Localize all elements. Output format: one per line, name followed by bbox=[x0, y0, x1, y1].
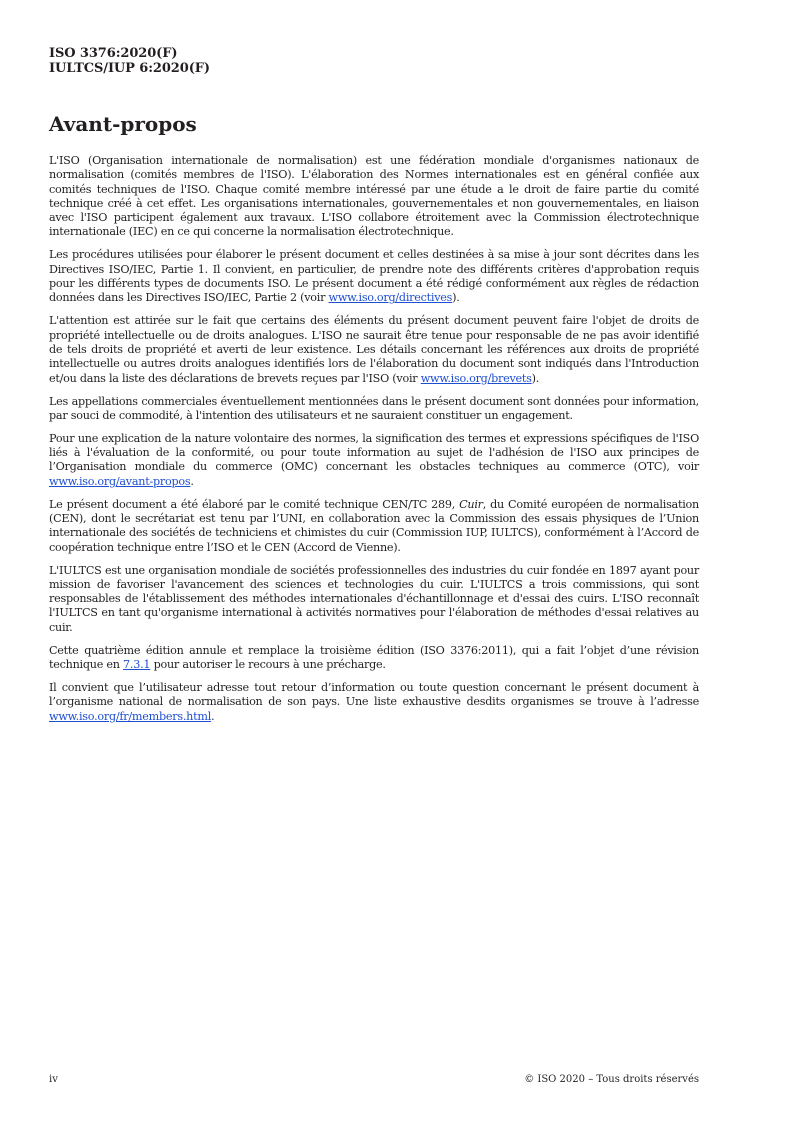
link-clause-7-3-1[interactable]: 7.3.1 bbox=[123, 658, 151, 672]
paragraph-voluntary-nature: Pour une explication de la nature volontaire des normes, la signification des termes et expressions spécifiques de l'ISO liés à l'évaluation de la conformité, ou pour toute information au sujet de l'adhésion de l'ISO aux principes de l’Organisation mondiale du commerce (OMC) concernant les obstacles techniques au commerce (OTC), voir www.iso.org/avant-propos. bbox=[49, 431, 699, 488]
link-avant-propos[interactable]: www.iso.org/avant-propos bbox=[49, 474, 191, 488]
paragraph-committee: Le présent document a été élaboré par le comité technique CEN/TC 289, Cuir, du Comité européen de normalisation (CEN), dont le secrétariat est tenu par l’UNI, en collaboration avec la Commission des essais physiques de l’Union internationale des sociétés de techniciens et chimistes du cuir (Commission IUP, IULTCS), conformément à l’Accord de coopération technique entre l’ISO et le CEN (Accord de Vienne). bbox=[49, 497, 699, 554]
paragraph-iso-intro: L'ISO (Organisation internationale de normalisation) est une fédération mondiale d'organismes nationaux de normalisation (comités membres de l'ISO). L'élaboration des Normes internationales est en général confiée aux comités techniques de l'ISO. Chaque comité membre intéressé par une étude a le droit de faire partie du comité technique créé à cet effet. Les organisations internationales, gouvernementales et non gouvernementales, en liaison avec l'ISO participent également aux travaux. L'ISO collabore étroitement avec la Commission électrotechnique internationale (IEC) en ce qui concerne la normalisation électrotechnique. bbox=[49, 154, 699, 239]
link-directives[interactable]: www.iso.org/directives bbox=[328, 291, 453, 305]
page-title: Avant-propos bbox=[49, 112, 197, 136]
page-number: iv bbox=[49, 1074, 58, 1085]
iultcs-reference: IULTCS/IUP 6:2020(F) bbox=[49, 61, 210, 76]
iso-reference: ISO 3376:2020(F) bbox=[49, 46, 178, 61]
copyright-notice: © ISO 2020 – Tous droits réservés bbox=[524, 1074, 699, 1085]
paragraph-feedback: Il convient que l’utilisateur adresse tout retour d’information ou toute question concernant le présent document à l’organisme national de normalisation de son pays. Une liste exhaustive desdits organismes se trouve à l’adresse www.iso.org/fr/members.html. bbox=[49, 681, 699, 723]
link-members[interactable]: www.iso.org/fr/members.html bbox=[49, 709, 212, 723]
foreword-body bbox=[49, 154, 699, 733]
paragraph-patents: L'attention est attirée sur le fait que certains des éléments du présent document peuvent faire l'objet de droits de propriété intellectuelle ou de droits analogues. L'ISO ne saurait être tenue pour responsable de ne pas avoir identifié de tels droits de propriété et averti de leur existence. Les détails concernant les références aux droits de propriété intellectuelle ou autres droits analogues identifiés lors de l'élaboration du document sont indiqués dans l'Introduction et/ou dans la liste des déclarations de brevets reçues par l'ISO (voir www.iso.org/brevets). bbox=[49, 314, 699, 385]
paragraph-procedures: Les procédures utilisées pour élaborer le présent document et celles destinées à sa mise à jour sont décrites dans les Directives ISO/IEC, Partie 1. Il convient, en particulier, de prendre note des différents critères d'approbation requis pour les différents types de documents ISO. Le présent document a été rédigé conformément aux règles de rédaction données dans les Directives ISO/IEC, Partie 2 (voir www.iso.org/directives). bbox=[49, 248, 699, 305]
paragraph-edition: Cette quatrième édition annule et remplace la troisième édition (ISO 3376:2011), qui a fait l’objet d’une révision technique en 7.3.1 pour autoriser le recours à une précharge. bbox=[49, 643, 699, 672]
paragraph-iultcs: L'IULTCS est une organisation mondiale de sociétés professionnelles des industries du cuir fondée en 1897 ayant pour mission de favoriser l'avancement des sciences et technologies du cuir. L'IULTCS a trois commissions, qui sont responsables de l'établissement des méthodes internationales d'échantillonnage et d'essai des cuirs. L'ISO reconnaît l'IULTCS en tant qu'organisme international à activités normatives pour l'élaboration de méthodes d'essai relatives au cuir. bbox=[49, 563, 699, 634]
page-footer bbox=[49, 1074, 699, 1085]
document-header bbox=[49, 46, 210, 76]
paragraph-trade-names: Les appellations commerciales éventuellement mentionnées dans le présent document sont données pour information, par souci de commodité, à l'intention des utilisateurs et ne sauraient constituer un engagement. bbox=[49, 394, 699, 422]
link-brevets[interactable]: www.iso.org/brevets bbox=[420, 371, 532, 385]
committee-name-italic: Cuir bbox=[459, 497, 483, 511]
